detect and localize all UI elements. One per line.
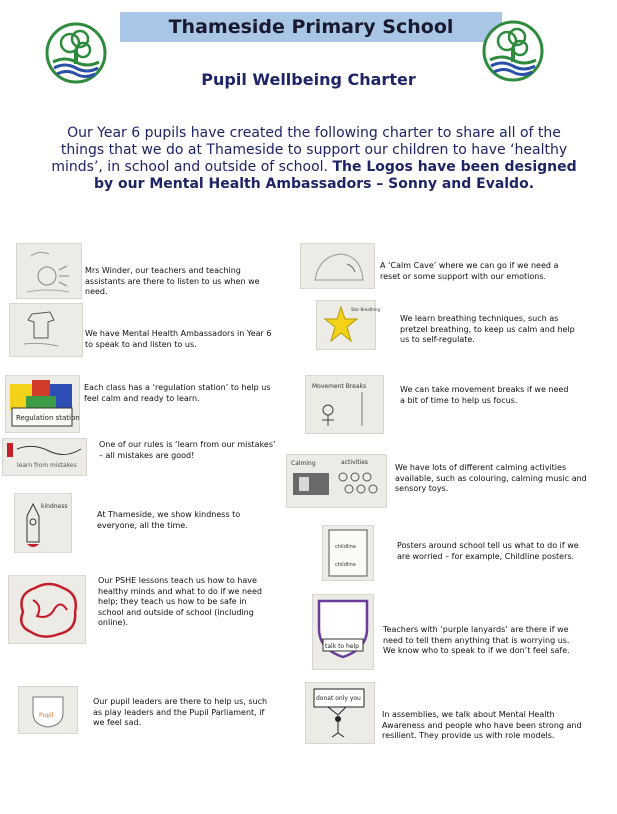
left-item-4-text: One of our rules is ‘learn from our mistakes’ – all mistakes are good! [99, 440, 276, 460]
left-item-7-text: Our pupil leaders are there to help us, such as play leaders and the Pupil Parliament, if we feel sad. [93, 697, 268, 727]
right-item-5-text: Posters around school tell us what to do if we are worried – for example, Childline posters. [397, 541, 579, 561]
left-item-6-text: Our PSHE lessons teach us how to have healthy minds and what to do if we need help; they teach us how to be safe in school and outside of school (including online). [98, 576, 262, 627]
childline-sketch-label-b: childline [335, 562, 356, 568]
star-breathing-sketch-label: Star Breathing [351, 307, 380, 312]
charter-title: Pupil Wellbeing Charter [201, 70, 416, 89]
right-item-2-text: We learn breathing techniques, such as pretzel breathing, to keep us calm and help us to self-regulate. [400, 314, 575, 344]
assemblies-sketch-image [305, 682, 375, 744]
movement-breaks-sketch-image [305, 375, 384, 434]
pupil-leaders-sketch-image [18, 686, 78, 734]
left-item-1-text: Mrs Winder, our teachers and teaching assistants are there to listen to us when we need. [85, 266, 260, 296]
calming-activities-sketch-label-a: Calming [291, 460, 316, 467]
intro-bold-text: The Logos have been designed by our Mental Health Ambassadors – Sonny and Evaldo. [93, 159, 577, 192]
mistakes-sketch-label: learn from mistakes [17, 462, 77, 469]
purple-lanyard-sketch-image [312, 594, 374, 670]
pshe-brain-sketch-image [8, 575, 86, 644]
regulation-station-sketch-image [5, 375, 80, 433]
left-item-2-text: We have Mental Health Ambassadors in Year 6 to speak to and listen to us. [85, 329, 272, 349]
intro-text: Our Year 6 pupils have created the following charter to share all of the things that we do at Thameside to support our children to have ‘healthy minds’, in school and outside of school. [51, 125, 568, 175]
movement-breaks-sketch-label: Movement Breaks [312, 383, 367, 390]
calm-cave-sketch-image [300, 243, 375, 289]
right-item-1-text: A ‘Calm Cave’ where we can go if we need a reset or some support with our emotions. [380, 261, 559, 281]
intro-paragraph [44, 125, 584, 193]
listening-sketch-image [16, 243, 82, 299]
right-item-3-text: We can take movement breaks if we need a bit of time to help us focus. [400, 385, 569, 405]
right-item-7-text: In assemblies, we talk about Mental Health Awareness and people who have been strong and resilient. They provide us with role models. [382, 710, 582, 740]
childline-sketch-label-a: childline [335, 544, 356, 550]
left-item-5-text: At Thameside, we show kindness to everyone, all the time. [97, 510, 241, 530]
kindness-sketch-label: kindness [41, 503, 68, 510]
right-item-4-text: We have lots of different calming activities available, such as colouring, calming music and sensory toys. [395, 463, 587, 493]
star-breathing-sketch-image [316, 300, 380, 350]
childline-poster-sketch-image [322, 525, 374, 581]
calming-activities-sketch-label-b: activities [341, 459, 369, 466]
pupil-leaders-sketch-label: Pupil [39, 712, 54, 719]
kindness-sketch-image [14, 493, 72, 553]
right-item-6-text: Teachers with ‘purple lanyards’ are there if we need to tell them anything that is worrying us. We know who to speak to if we don’t feel safe. [383, 625, 570, 655]
calming-activities-sketch-image [286, 454, 387, 508]
left-item-3-text: Each class has a ‘regulation station’ to help us feel calm and ready to learn. [84, 383, 271, 403]
school-name-banner: Thameside Primary School [120, 12, 502, 42]
assemblies-sketch-label: donat only you [316, 695, 361, 702]
regulation-station-sketch-label: Regulation station [16, 414, 80, 422]
ambassadors-sketch-image [9, 303, 83, 357]
lanyard-sketch-label: talk to help [325, 643, 359, 650]
mistakes-sketch-image [2, 438, 87, 476]
